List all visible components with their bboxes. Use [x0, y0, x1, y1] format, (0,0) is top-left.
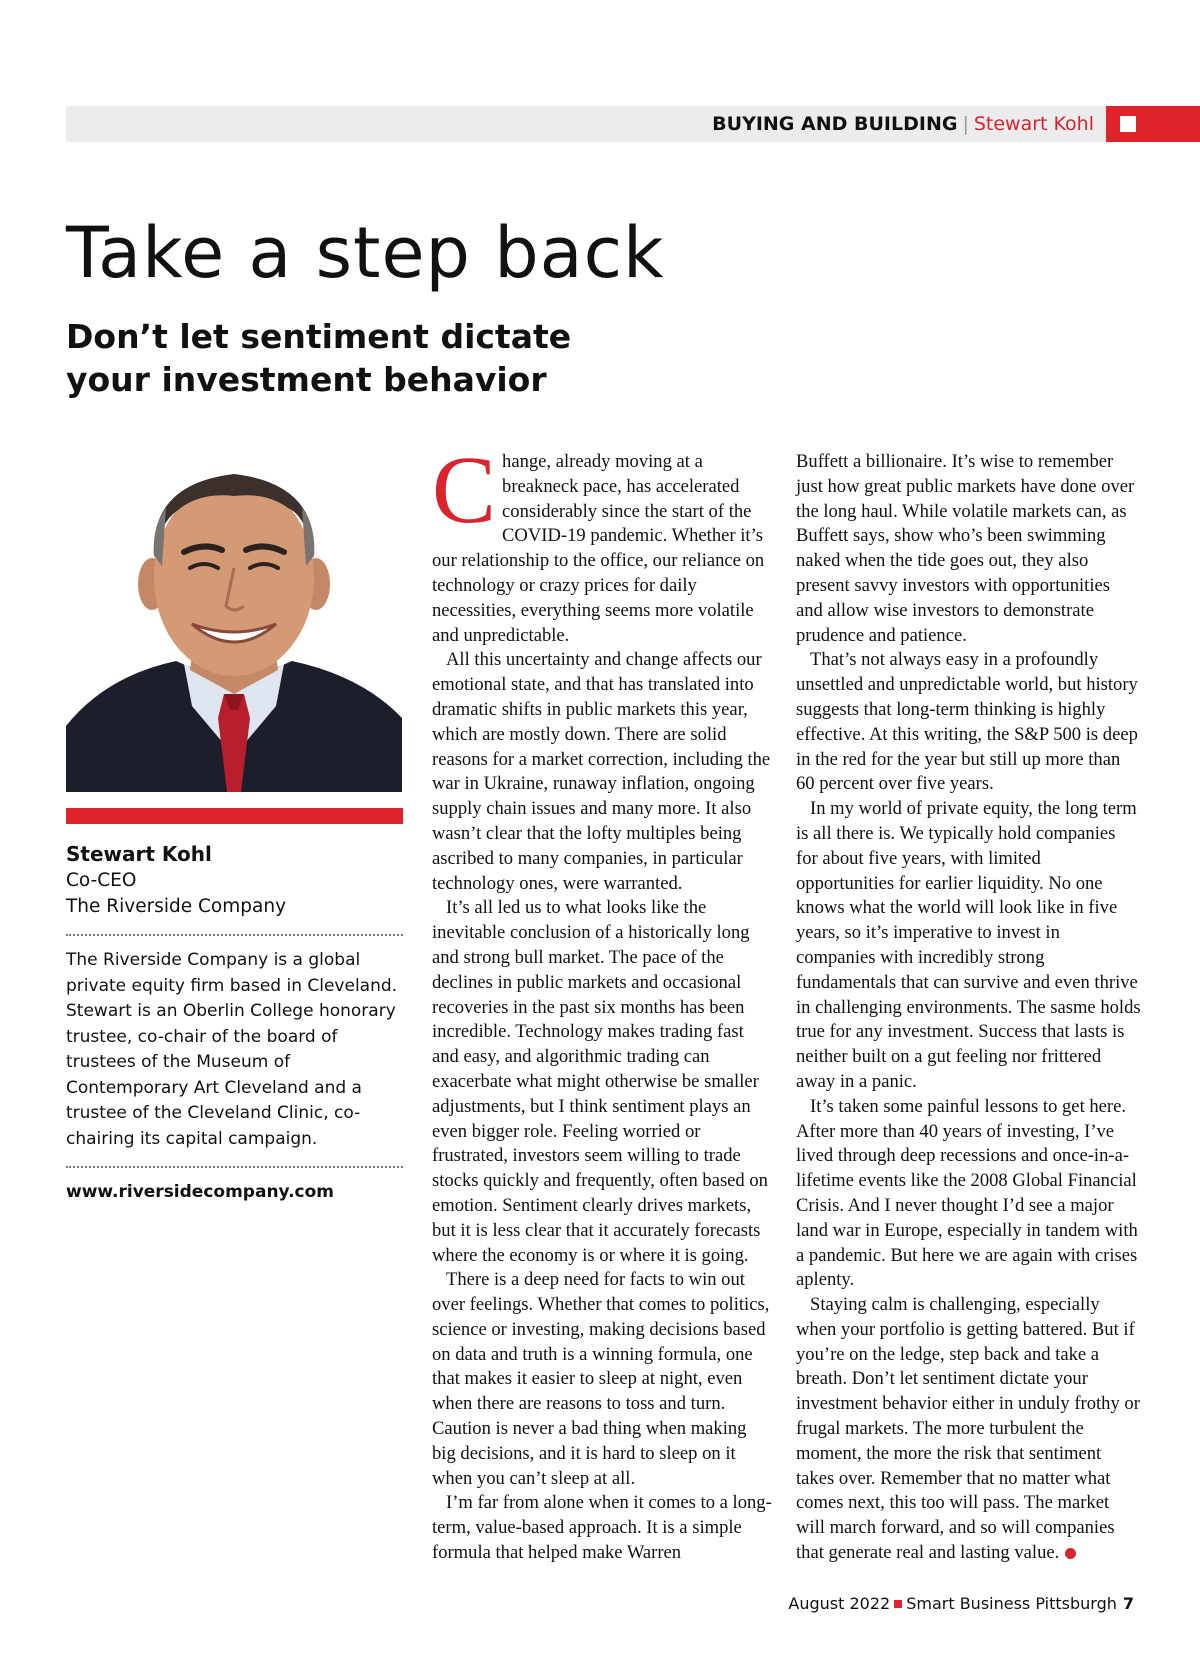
- author-sidebar: [66, 840, 403, 1204]
- paragraph: Buffett a billionaire. It’s wise to remember just how great public markets have done over the long haul. While volatile markets can, as Buffett says, show who’s been swimming naked when the tide goes out, they also present savvy investors with opportunities and allow wise investors to demonstrate prudence and patience.: [796, 451, 1135, 646]
- article-column-2: [796, 450, 1141, 1566]
- issue-date: August 2022: [788, 1594, 891, 1613]
- author-name: Stewart Kohl: [66, 842, 212, 866]
- drop-cap: C: [432, 436, 497, 543]
- paragraph: It’s all led us to what looks like the inevitable conclusion of a historically long and strong bull market. The pace of the declines in public markets and occasional recoveries in the past six months has been incredible. Technology makes trading fast and easy, and algorithmic trading can exacerbate what might otherwise be smaller adjustments, but I think sentiment plays an even bigger role. Feeling worried or frustrated, investors seem willing to trade stocks quickly and frequently, often based on emotion. Sentiment clearly drives markets, but it is less clear that it accurately forecasts where the economy is or where it is going.: [432, 897, 768, 1266]
- page-footer: [788, 1594, 1134, 1613]
- header-separator: |: [962, 113, 969, 135]
- paragraph-text: hange, already moving at a breakneck pace, has accelerated considerably since the start of the COVID-19 pandemic. Whether it’s our relationship to the office, our reliance on technology or crazy prices for daily necessities, everything seems more volatile and unpredictable.: [432, 451, 765, 646]
- company-website-link[interactable]: www.riversidecompany.com: [66, 1182, 334, 1202]
- header-author: Stewart Kohl: [973, 113, 1094, 135]
- square-icon: [1120, 116, 1136, 132]
- paragraph-text: Staying calm is challenging, especially when your portfolio is getting battered. But if you’re on the ledge, step back and take a breath. Don’t let sentiment dictate your investment behavior either in unduly frothy or frugal markets. The more turbulent the moment, the more the risk that sentiment takes over. Remember that no matter what comes next, this too will pass. The market will march forward, and so will companies that generate real and lasting value.: [796, 1294, 1140, 1564]
- article-column-1: [432, 436, 772, 1566]
- article-title: Take a step back: [66, 212, 665, 294]
- paragraph: I’m far from alone when it comes to a long-term, value-based approach. It is a simple formula that helped make Warren: [432, 1492, 772, 1564]
- author-bio: The Riverside Company is a global private equity firm based in Cleveland. Stewart is an Oberlin College honorary trustee, co-chair of the board of trustees of the Museum of Contemporary Art Cleveland and a trustee of the Cleveland Clinic, co-chairing its capital campaign.: [66, 950, 398, 1149]
- paragraph: In my world of private equity, the long term is all there is. We typically hold companies for about five years, with limited opportunities for earlier liquidity. No one knows what the world will look like in five years, so it’s imperative to invest in companies with incredibly strong fundamentals that can survive and even thrive in challenging environments. The sasme holds true for any investment. Success that lasts is neither built on a gut feeling nor frittered away in a panic.: [796, 798, 1141, 1092]
- square-bullet-icon: [894, 1600, 902, 1608]
- red-divider-bar: [66, 808, 403, 824]
- article-subtitle: Don’t let sentiment dictate your investment behavior: [66, 317, 572, 399]
- author-photo: [66, 456, 402, 792]
- author-role: Co-CEO: [66, 870, 137, 891]
- end-mark-icon: [1065, 1548, 1076, 1559]
- portrait-illustration: [66, 456, 402, 792]
- paragraph: [432, 436, 772, 648]
- paragraph: It’s taken some painful lessons to get here. After more than 40 years of investing, I’ve lived through deep recessions and once-in-a-lifetime events like the 2008 Global Financial Crisis. And I never thought I’d see a major land war in Europe, especially in tandem with a pandemic. But here we are again with crises aplenty.: [796, 1095, 1138, 1291]
- paragraph: There is a deep need for facts to win out over feelings. Whether that comes to politics, science or investing, making decisions based on data and truth is a winning formula, one that makes it easier to sleep at night, even when there are reasons to toss and turn. Caution is never a bad thing when making big decisions, and it is hard to sleep on it when you can’t sleep at all.: [432, 1269, 770, 1489]
- header-red-block: [1106, 106, 1200, 142]
- paragraph: All this uncertainty and change affects our emotional state, and that has translated into dramatic shifts in public markets this year, which are mostly down. There are solid reasons for a market correction, including the war in Ukraine, runaway inflation, ongoing supply chain issues and many more. It also wasn’t clear that the lofty multiples being ascribed to many companies, in particular technology ones, were warranted.: [432, 649, 771, 894]
- author-company: The Riverside Company: [66, 896, 287, 917]
- publication-name: Smart Business Pittsburgh: [906, 1594, 1117, 1613]
- dotted-divider: [66, 934, 403, 936]
- section-header: [712, 106, 1094, 142]
- paragraph: That’s not always easy in a profoundly unsettled and unpredictable world, but history suggests that long-term thinking is highly effective. At this writing, the S&P 500 is deep in the red for the year but still up more than 60 percent over five years.: [796, 649, 1138, 795]
- paragraph: [796, 1293, 1141, 1566]
- page-number: 7: [1122, 1594, 1134, 1613]
- section-label: BUYING AND BUILDING: [712, 113, 958, 135]
- dotted-divider: [66, 1166, 403, 1168]
